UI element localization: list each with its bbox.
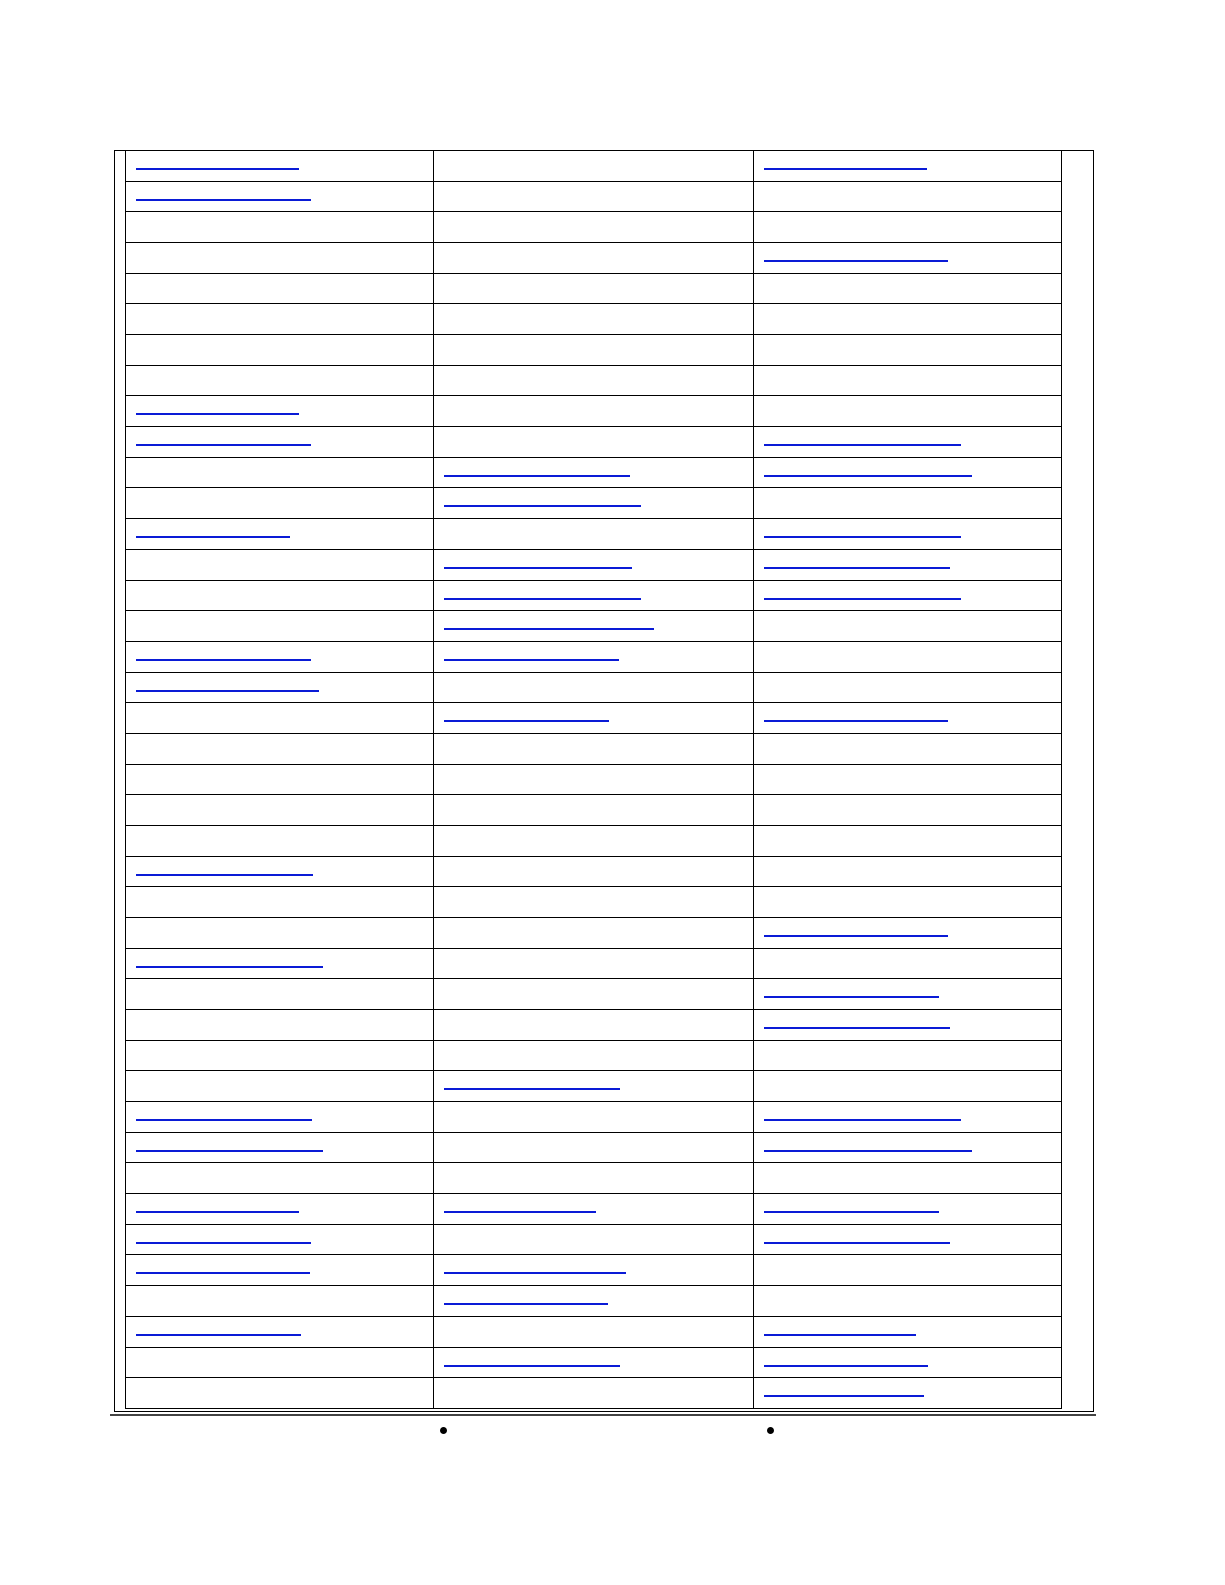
table-row (126, 458, 1061, 489)
table-cell (754, 611, 1061, 642)
table-cell (754, 1194, 1061, 1225)
hyperlink[interactable] (764, 1395, 924, 1397)
table-row (126, 581, 1061, 612)
table-cell (434, 734, 754, 765)
table-cell (434, 1071, 754, 1102)
table-cell (434, 1041, 754, 1072)
table-row (126, 1255, 1061, 1286)
table-cell (434, 550, 754, 581)
table-row (126, 1378, 1061, 1409)
table-row (126, 979, 1061, 1010)
table-cell (754, 979, 1061, 1010)
table-cell (434, 182, 754, 213)
table-cell (126, 366, 434, 397)
table-cell (126, 918, 434, 949)
table-cell (754, 396, 1061, 427)
hyperlink[interactable] (136, 874, 313, 876)
table-cell (754, 243, 1061, 274)
table-cell (754, 1255, 1061, 1286)
hyperlink[interactable] (136, 1211, 299, 1213)
hyperlink[interactable] (136, 690, 319, 692)
table-cell (126, 550, 434, 581)
table-cell (434, 335, 754, 366)
table-cell (126, 765, 434, 796)
hyperlink[interactable] (444, 475, 630, 477)
table-row (126, 304, 1061, 335)
hyperlink[interactable] (764, 475, 972, 477)
table-cell (754, 795, 1061, 826)
table-cell (434, 1348, 754, 1379)
table-row (126, 366, 1061, 397)
table-cell (434, 1378, 754, 1409)
table-cell (434, 1010, 754, 1041)
table-cell (434, 765, 754, 796)
table-cell (754, 519, 1061, 550)
table-cell (126, 212, 434, 243)
table-cell (434, 795, 754, 826)
table-cell (126, 1071, 434, 1102)
table-row (126, 1194, 1061, 1225)
table-cell (754, 1041, 1061, 1072)
table-cell (126, 1378, 434, 1409)
hyperlink[interactable] (136, 536, 290, 538)
table-cell (754, 1225, 1061, 1256)
table-cell (754, 488, 1061, 519)
table-row (126, 151, 1061, 182)
hyperlink[interactable] (136, 659, 311, 661)
table-cell (126, 611, 434, 642)
table-row (126, 427, 1061, 458)
table-row (126, 1041, 1061, 1072)
table-row (126, 1317, 1061, 1348)
table-cell (434, 1317, 754, 1348)
hyperlink[interactable] (444, 505, 641, 507)
table-cell (434, 488, 754, 519)
table-row (126, 918, 1061, 949)
table-cell (126, 1194, 434, 1225)
hyperlink[interactable] (444, 659, 619, 661)
table-cell (754, 857, 1061, 888)
hyperlink[interactable] (444, 1211, 596, 1213)
table-cell (126, 1041, 434, 1072)
table-cell (434, 857, 754, 888)
table-cell (434, 611, 754, 642)
table-cell (754, 335, 1061, 366)
table-cell (754, 642, 1061, 673)
hyperlink[interactable] (136, 1242, 311, 1244)
table-cell (434, 427, 754, 458)
table-cell (754, 550, 1061, 581)
link-table (125, 151, 1062, 1409)
table-cell (754, 212, 1061, 243)
table-cell (434, 1286, 754, 1317)
table-row (126, 1163, 1061, 1194)
table-cell (754, 304, 1061, 335)
table-cell (754, 274, 1061, 305)
table-cell (434, 1102, 754, 1133)
table-row (126, 1133, 1061, 1164)
table-cell (434, 243, 754, 274)
table-row (126, 550, 1061, 581)
table-row (126, 396, 1061, 427)
hyperlink[interactable] (444, 1272, 626, 1274)
hyperlink[interactable] (136, 1150, 323, 1152)
table-cell (754, 1071, 1061, 1102)
hyperlink[interactable] (444, 720, 609, 722)
table-cell (126, 949, 434, 980)
hyperlink[interactable] (764, 1027, 950, 1029)
table-cell (754, 1317, 1061, 1348)
table-cell (126, 673, 434, 704)
table-cell (126, 1348, 434, 1379)
hyperlink[interactable] (136, 1119, 312, 1121)
table-row (126, 1286, 1061, 1317)
table-cell (754, 1102, 1061, 1133)
table-row (126, 1102, 1061, 1133)
table-cell (126, 427, 434, 458)
table-cell (126, 1317, 434, 1348)
table-cell (126, 335, 434, 366)
table-cell (126, 396, 434, 427)
table-cell (434, 366, 754, 397)
table-cell (434, 703, 754, 734)
table-row (126, 857, 1061, 888)
table-cell (434, 887, 754, 918)
table-row (126, 703, 1061, 734)
table-cell (126, 274, 434, 305)
hyperlink[interactable] (136, 1334, 301, 1336)
hyperlink[interactable] (764, 444, 961, 446)
table-cell (434, 1225, 754, 1256)
table-cell (126, 642, 434, 673)
table-cell (754, 1378, 1061, 1409)
table-cell (126, 795, 434, 826)
table-cell (434, 212, 754, 243)
table-row (126, 826, 1061, 857)
table-row (126, 212, 1061, 243)
hyperlink[interactable] (444, 1365, 620, 1367)
table-cell (754, 734, 1061, 765)
table-row (126, 611, 1061, 642)
table-cell (126, 488, 434, 519)
table-cell (434, 1133, 754, 1164)
table-cell (754, 1133, 1061, 1164)
table-cell (434, 949, 754, 980)
table-cell (434, 396, 754, 427)
table-cell (126, 1163, 434, 1194)
hyperlink[interactable] (444, 1303, 608, 1305)
table-cell (434, 458, 754, 489)
hyperlink[interactable] (444, 1088, 620, 1090)
table-cell (126, 1133, 434, 1164)
hyperlink[interactable] (764, 1365, 928, 1367)
table-row (126, 488, 1061, 519)
hyperlink[interactable] (764, 1119, 961, 1121)
table-cell (434, 979, 754, 1010)
hyperlink[interactable] (136, 199, 311, 201)
hyperlink[interactable] (764, 996, 939, 998)
hyperlink[interactable] (136, 966, 323, 968)
table-cell (126, 1255, 434, 1286)
hyperlink[interactable] (764, 536, 961, 538)
table-row (126, 519, 1061, 550)
table-cell (754, 765, 1061, 796)
table-row (126, 949, 1061, 980)
hyperlink[interactable] (444, 567, 632, 569)
table-cell (126, 304, 434, 335)
table-cell (126, 887, 434, 918)
table-cell (754, 826, 1061, 857)
hyperlink[interactable] (764, 720, 948, 722)
table-cell (126, 581, 434, 612)
table-row (126, 673, 1061, 704)
table-cell (434, 1255, 754, 1286)
table-cell (126, 979, 434, 1010)
table-row (126, 1348, 1061, 1379)
table-row (126, 887, 1061, 918)
table-cell (754, 1286, 1061, 1317)
table-cell (126, 1010, 434, 1041)
hyperlink[interactable] (764, 598, 961, 600)
table-cell (754, 427, 1061, 458)
hyperlink[interactable] (764, 260, 948, 262)
table-cell (754, 1348, 1061, 1379)
table-cell (126, 182, 434, 213)
table-cell (434, 1194, 754, 1225)
table-cell (754, 1163, 1061, 1194)
table-row (126, 642, 1061, 673)
footer-bullet (767, 1427, 774, 1434)
table-row (126, 765, 1061, 796)
table-row (126, 182, 1061, 213)
table-row (126, 1225, 1061, 1256)
table-cell (434, 826, 754, 857)
table-cell (754, 366, 1061, 397)
table-row (126, 795, 1061, 826)
table-cell (126, 519, 434, 550)
table-cell (434, 151, 754, 182)
table-cell (434, 673, 754, 704)
hyperlink[interactable] (136, 444, 311, 446)
hyperlink[interactable] (764, 1211, 939, 1213)
table-row (126, 734, 1061, 765)
table-cell (754, 581, 1061, 612)
hyperlink[interactable] (444, 628, 654, 630)
footer-divider (110, 1414, 1096, 1416)
table-cell (754, 151, 1061, 182)
table-row (126, 1071, 1061, 1102)
table-cell (126, 1225, 434, 1256)
table-cell (434, 519, 754, 550)
table-cell (434, 642, 754, 673)
table-cell (754, 703, 1061, 734)
table-cell (434, 581, 754, 612)
hyperlink[interactable] (444, 598, 641, 600)
hyperlink[interactable] (764, 935, 948, 937)
hyperlink[interactable] (764, 1150, 972, 1152)
hyperlink[interactable] (764, 1242, 950, 1244)
table-cell (754, 918, 1061, 949)
table-cell (754, 887, 1061, 918)
table-cell (754, 673, 1061, 704)
table-cell (126, 1102, 434, 1133)
hyperlink[interactable] (764, 567, 950, 569)
hyperlink[interactable] (136, 1272, 310, 1274)
table-row (126, 243, 1061, 274)
hyperlink[interactable] (136, 413, 299, 415)
table-cell (126, 857, 434, 888)
table-row (126, 274, 1061, 305)
table-cell (126, 151, 434, 182)
hyperlink[interactable] (764, 1334, 916, 1336)
hyperlink[interactable] (764, 168, 927, 170)
table-cell (126, 458, 434, 489)
table-cell (126, 734, 434, 765)
table-cell (754, 1010, 1061, 1041)
table-cell (754, 949, 1061, 980)
table-cell (434, 274, 754, 305)
table-cell (126, 703, 434, 734)
table-cell (434, 304, 754, 335)
table-cell (126, 826, 434, 857)
table-row (126, 335, 1061, 366)
table-cell (754, 458, 1061, 489)
table-row (126, 1010, 1061, 1041)
footer-bullet (440, 1427, 447, 1434)
table-cell (126, 1286, 434, 1317)
hyperlink[interactable] (136, 168, 299, 170)
table-cell (754, 182, 1061, 213)
table-cell (434, 918, 754, 949)
table-cell (434, 1163, 754, 1194)
table-cell (126, 243, 434, 274)
